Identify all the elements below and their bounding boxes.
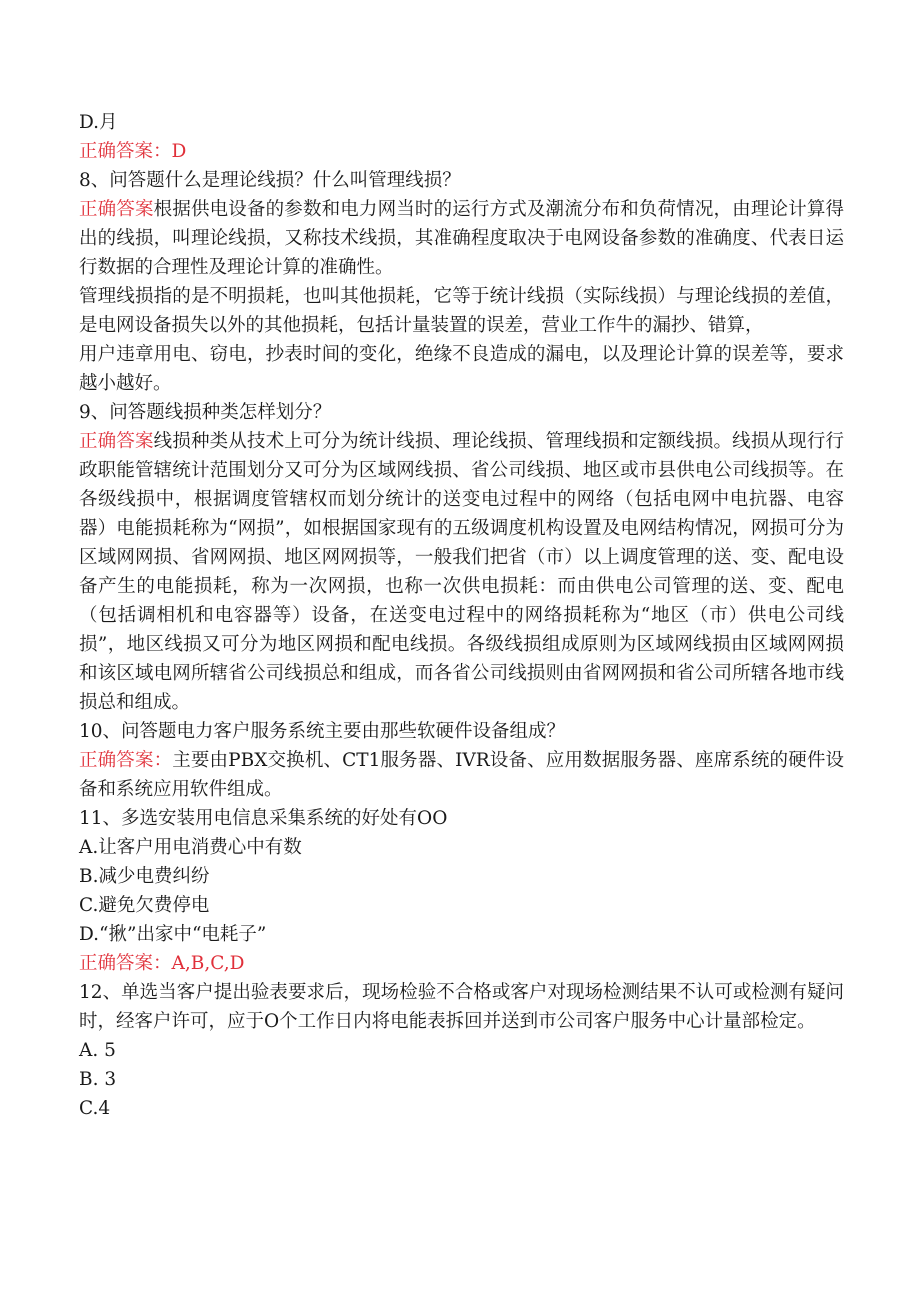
q8-title: 8、问答题什么是理论线损？什么叫管理线损？: [79, 170, 461, 191]
answer-label: 正确答案：: [79, 141, 172, 162]
q8-answer-paragraph-1: [79, 195, 844, 282]
q12-option-a: A. 5: [79, 1040, 116, 1061]
q12-option-b: B. 3: [79, 1069, 117, 1090]
q8-answer-paragraph-2: 管理线损指的是不明损耗，也叫其他损耗，它等于统计线损（实际线损）与理论线损的差值，是电网设备损失以外的其他损耗，包括计量装置的误差，营业工作牛的漏抄、错算，: [79, 286, 844, 336]
q9-answer-paragraph: [79, 427, 844, 717]
q10-answer-text: 主要由PBX交换机、CT1服务器、IVR设备、应用数据服务器、座席系统的硬件设备和系统应用软件组成。: [79, 750, 844, 800]
q9-answer-text: 线损种类从技术上可分为统计线损、理论线损、管理线损和定额线损。线损从现行行政职能管辖统计范围划分又可分为区域网线损、省公司线损、地区或市县供电公司线损等。在各级线损中，根据调度管辖权而划分统计的送变电过程中的网络（包括电网中电抗器、电容器）电能损耗称为“网损”，如根据国家现有的五级调度机构设置及电网结构情况，网损可分为区域网网损、省网网损、地区网网损等，一般我们把省（市）以上调度管理的送、变、配电设备产生的电能损耗，称为一次网损，也称一次供电损耗：而由供电公司管理的送、变、配电（包括调相机和电容器等）设备，在送变电过程中的网络损耗称为“地区（市）供电公司线损”，地区线损又可分为地区网损和配电线损。各级线损组成原则为区域网线损由区域网网损和该区域电网所辖省公司线损总和组成，而各省公司线损则由省网网损和省公司所辖各地市线损总和组成。: [79, 431, 844, 713]
q7-answer-line: [79, 137, 844, 166]
answer-label: 正确答案: [79, 199, 154, 220]
q11-option-a: A.让客户用电消费心中有数: [79, 837, 302, 858]
q12-option-c: C.4: [79, 1098, 111, 1119]
q12-title: 12、单选当客户提出验表要求后，现场检验不合格或客户对现场检测结果不认可或检测有疑问时，经客户许可，应于O个工作日内将电能表拆回并送到市公司客户服务中心计量部检定。: [79, 982, 844, 1032]
answer-label: 正确答案：: [79, 953, 172, 974]
q11-answer-line: [79, 949, 844, 978]
q11-title: 11、多选安装用电信息采集系统的好处有OO: [79, 808, 448, 829]
q7-option-d: D.月: [79, 112, 118, 133]
q9-title: 9、问答题线损种类怎样划分？: [79, 402, 332, 423]
q11-option-d: D.“揪”出家中“电耗子”: [79, 924, 267, 945]
document-page: [79, 108, 844, 1123]
q10-title: 10、问答题电力客户服务系统主要由那些软硬件设备组成？: [79, 721, 566, 742]
q8-answer-text-1: 根据供电设备的参数和电力网当时的运行方式及潮流分布和负荷情况，由理论计算得出的线损，叫理论线损，又称技术线损，其准确程度取决于电网设备参数的准确度、代表日运行数据的合理性及理论计算的准确性。: [79, 199, 844, 278]
answer-label: 正确答案: [79, 431, 154, 452]
q11-answer-value: A,B,C,D: [171, 953, 245, 974]
q8-answer-paragraph-3: 用户违章用电、窃电，抄表时间的变化，绝缘不良造成的漏电，以及理论计算的误差等，要求越小越好。: [79, 344, 844, 394]
q7-answer-value: D: [171, 141, 187, 162]
q10-answer-paragraph: [79, 746, 844, 804]
q11-option-b: B.减少电费纠纷: [79, 866, 210, 887]
answer-label: 正确答案：: [79, 750, 173, 771]
q11-option-c: C.避免欠费停电: [79, 895, 210, 916]
